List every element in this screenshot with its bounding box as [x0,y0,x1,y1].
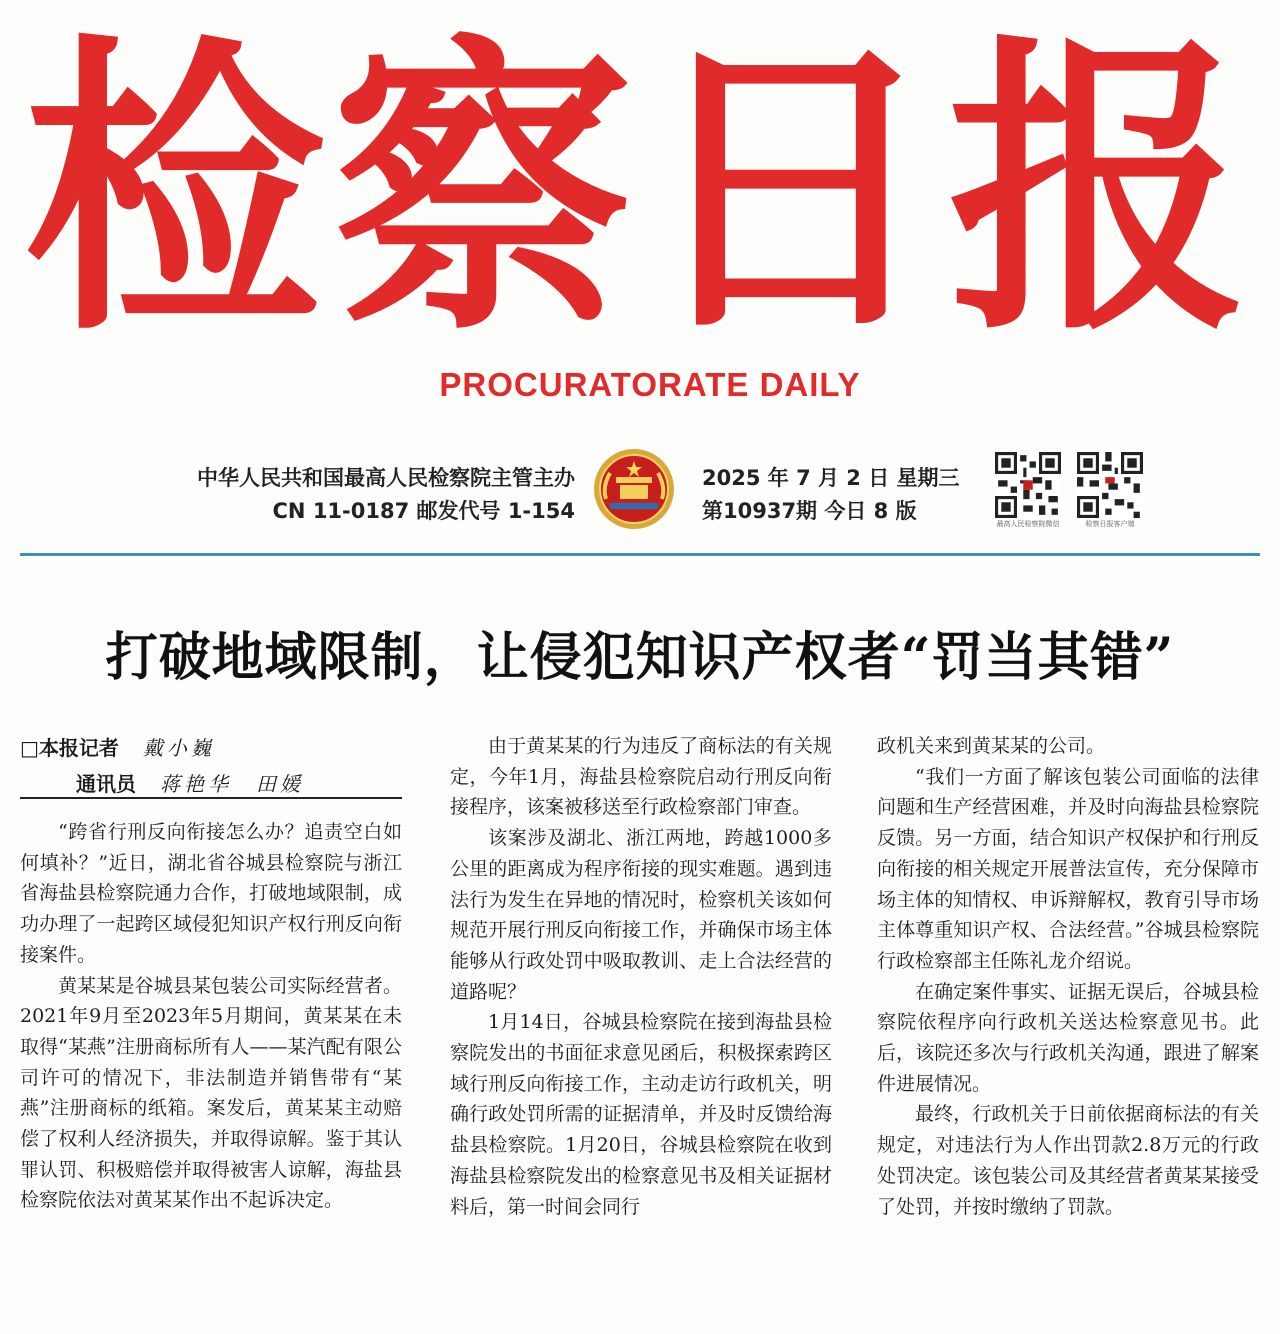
article-column-1 [20,817,402,1216]
paragraph: “跨省行刑反向衔接怎么办？追责空白如何填补？”近日，湖北省谷城县检察院与浙江省海盐县检察院通力合作，打破地域限制，成功办理了一起跨区域侵犯知识产权行刑反向衔接案件。 [20,821,402,966]
qr-label: 检察日报客户端 [1085,520,1135,528]
byline-divider [20,797,402,799]
correspondent-label: 通讯员 [76,772,136,796]
qr-code-icon[interactable] [995,452,1061,518]
codes-line: CN 11-0187 邮发代号 1-154 [272,499,575,523]
qr-code-icon[interactable] [1077,452,1143,518]
publication-info-right [702,462,960,528]
paragraph: 政机关来到黄某某的公司。 [877,735,1106,757]
correspondent-names: 蒋艳华 田媛 [160,772,304,796]
reporter-label: □本报记者 [20,736,119,760]
masthead-title: 检察日报 [24,7,1256,372]
publication-info-left [197,462,575,528]
reporter-name: 戴小巍 [142,736,215,760]
paragraph: 最终，行政机关于日前依据商标法的有关规定，对违法行为人作出罚款2.8万元的行政处罚决定。该包装公司及其经营者黄某某接受了处罚，并按时缴纳了罚款。 [877,1103,1259,1218]
qr-label: 最高人民检察院微信 [996,520,1060,528]
article-column-2 [450,731,832,1222]
article-headline: 打破地域限制，让侵犯知识产权者“罚当其错” [105,627,1175,688]
date-line: 2025 年 7 月 2 日 星期三 [702,466,960,490]
procuratorate-emblem-icon [592,447,676,531]
article-column-3 [877,731,1259,1222]
paragraph: 1月14日，谷城县检察院在接到海盐县检察院发出的书面征求意见函后，积极探索跨区域行刑反向衔接工作，主动走访行政机关，明确行政处罚所需的证据清单，并及时反馈给海盐县检察院。1月20日，谷城县检察院在收到海盐县检察院发出的检察意见书及相关证据材料后，第一时间会同行 [450,1011,832,1218]
masthead-divider [20,553,1260,556]
paragraph: “我们一方面了解该包装公司面临的法律问题和生产经营困难，并及时向海盐县检察院反馈。另一方面，结合知识产权保护和行刑反向衔接的相关规定开展普法宣传，充分保障市场主体的知情权、申诉辩解权，教育引导市场主体尊重知识产权、合法经营。”谷城县检察院行政检察部主任陈礼龙介绍说。 [877,765,1259,972]
paragraph: 该案涉及湖北、浙江两地，跨越1000多公里的距离成为程序衔接的现实难题。遇到违法行为发生在异地的情况时，检察机关该如何规范开展行刑反向衔接工作，并确保市场主体能够从行政处罚中吸取教训、走上合法经营的道路呢？ [450,827,832,1003]
byline [20,730,304,802]
paragraph: 黄某某是谷城县某包装公司实际经营者。2021年9月至2023年5月期间，黄某某在未取得“某燕”注册商标所有人——某汽配有限公司许可的情况下，非法制造并销售带有“某燕”注册商标的纸箱。案发后，黄某某主动赔偿了权利人经济损失，并取得谅解。鉴于其认罪认罚、积极赔偿并取得被害人谅解，海盐县检察院依法对黄某某作出不起诉决定。 [20,974,402,1212]
paragraph: 在确定案件事实、证据无误后，谷城县检察院依程序向行政机关送达检察意见书。此后，该院还多次与行政机关沟通，跟进了解案件进展情况。 [877,980,1259,1095]
paragraph: 由于黄某某的行为违反了商标法的有关规定，今年1月，海盐县检察院启动行刑反向衔接程序，该案被移送至行政检察部门审查。 [450,735,832,819]
masthead-english-title: PROCURATORATE DAILY [439,366,861,403]
issue-line: 第10937期 今日 8 版 [702,499,917,523]
authority-line: 中华人民共和国最高人民检察院主管主办 [197,466,575,490]
